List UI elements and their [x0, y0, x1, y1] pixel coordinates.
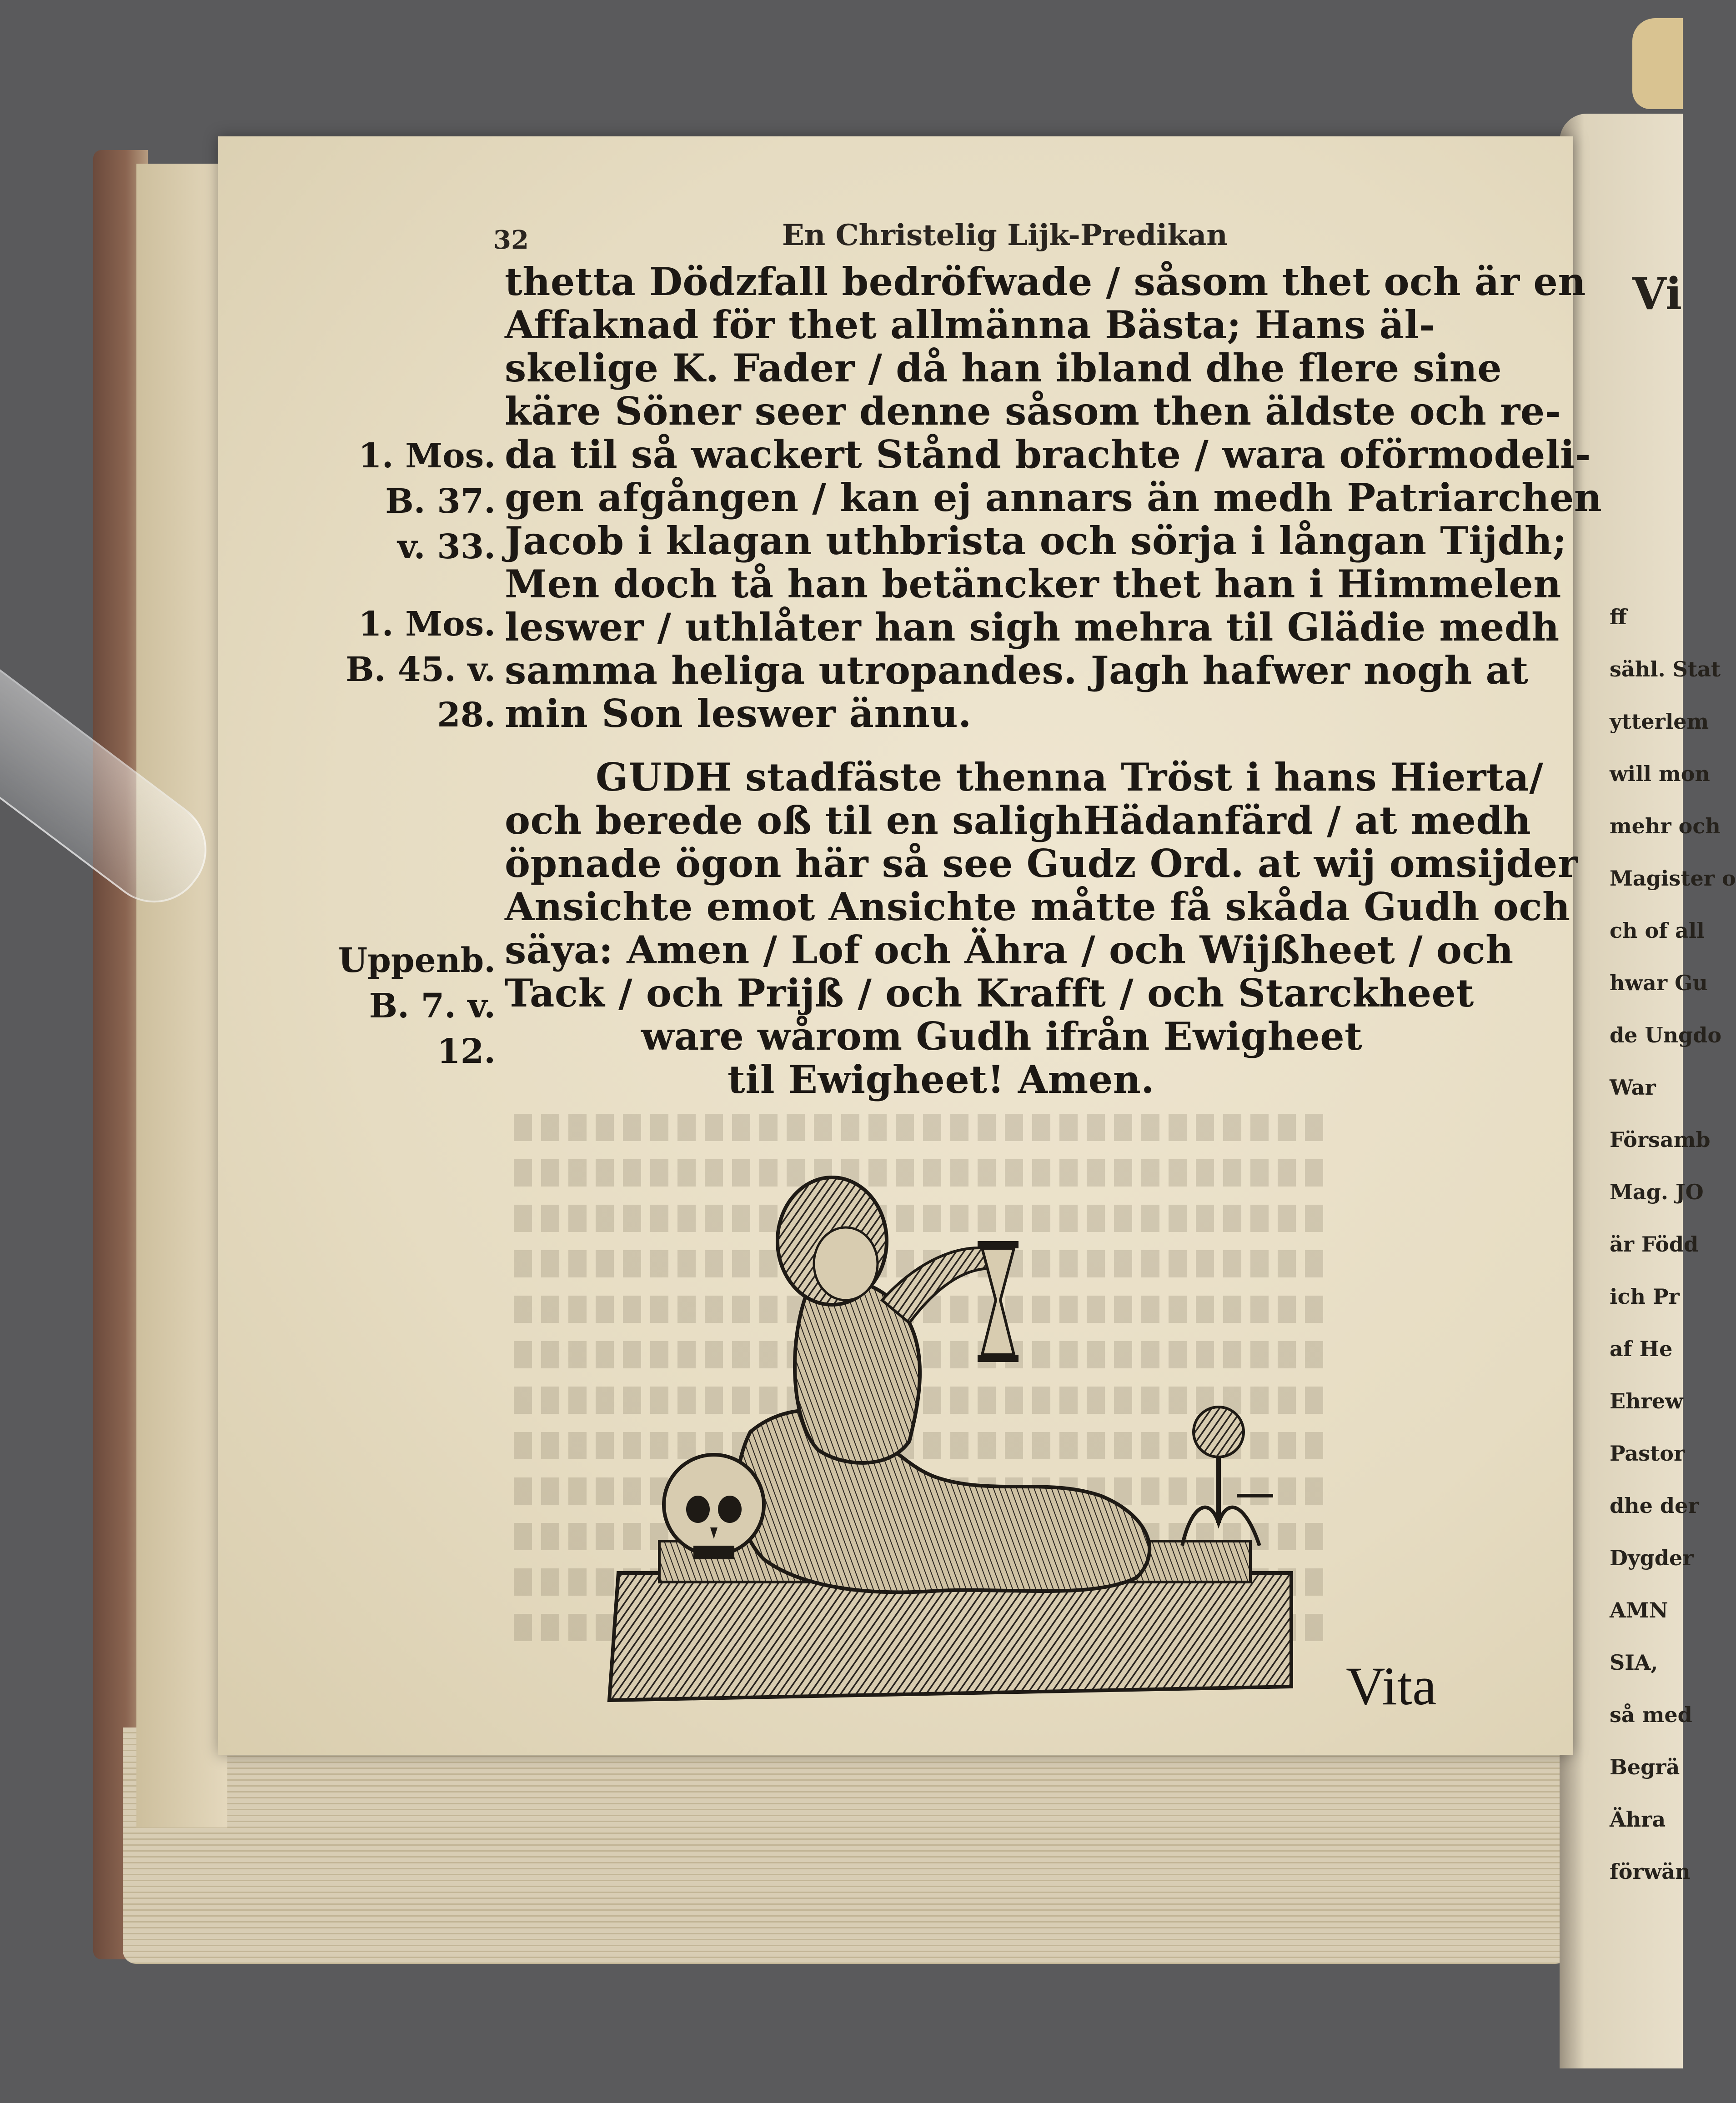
body-line: GUDH stadfäste thenna Tröst i hans Hierta/	[596, 755, 1544, 800]
bleed-line	[505, 1114, 1323, 1141]
woodcut-illustration	[591, 1150, 1310, 1709]
body-line: min Son leswer ännu.	[505, 691, 972, 736]
page-tab	[1632, 18, 1683, 109]
page-gutter	[136, 164, 227, 1828]
facing-page-line: ch of all	[1610, 918, 1705, 943]
facing-page-line: af He	[1610, 1337, 1673, 1361]
body-line: ware wårom Gudh ifrån Ewigheet	[641, 1014, 1363, 1059]
margin-reference: B. 7. v.	[369, 986, 496, 1026]
hourglass-icon	[978, 1241, 1019, 1362]
margin-reference: 28.	[437, 696, 496, 735]
margin-reference: 1. Mos.	[358, 605, 496, 644]
facing-page-line: ytterlem	[1610, 709, 1709, 734]
facing-page-line: de Ungdo	[1610, 1023, 1722, 1047]
facing-page-line: War	[1610, 1075, 1656, 1100]
facing-page-line: SIA,	[1610, 1650, 1658, 1675]
facing-page-line: ff	[1610, 605, 1627, 629]
facing-page-line: dhe der	[1610, 1493, 1699, 1518]
facing-page-line: förwän	[1610, 1859, 1691, 1884]
body-line: Tack / och Prijß / och Krafft / och Starckheet	[505, 971, 1474, 1016]
facing-page-line: så med	[1610, 1702, 1692, 1727]
margin-reference: B. 45. v.	[346, 650, 496, 689]
figure-face	[814, 1227, 878, 1300]
body-line: gen afgången / kan ej annars än medh Patriarchen	[505, 475, 1602, 520]
flower-icon	[1182, 1407, 1273, 1546]
body-line: Men doch tå han betäncker thet han i Himmelen	[505, 561, 1561, 606]
margin-reference: 12.	[437, 1032, 496, 1071]
facing-page-line: Begrä	[1610, 1755, 1680, 1779]
facing-page-heading: Vi	[1632, 268, 1682, 320]
facing-page-line: Ähra	[1610, 1807, 1666, 1832]
facing-page-line: Ehrew	[1610, 1389, 1683, 1413]
figure-arm	[882, 1248, 996, 1323]
facing-page-line: will mon	[1610, 761, 1710, 786]
margin-reference: Uppenb.	[338, 941, 496, 980]
margin-reference: 1. Mos.	[358, 436, 496, 476]
figure-body	[738, 1410, 1150, 1592]
body-line: skelige K. Fader / då han ibland dhe flere sine	[505, 345, 1502, 391]
page-number: 32	[493, 225, 529, 255]
body-line: Jacob i klagan uthbrista och sörja i långan Tijdh;	[505, 518, 1567, 563]
running-header: En Christelig Lijk-Predikan	[782, 218, 1228, 252]
facing-page-line: sähl. Stat	[1610, 657, 1721, 681]
facing-page-line: Magister o	[1610, 866, 1736, 891]
facing-page-line: hwar Gu	[1610, 971, 1708, 995]
facing-page-line: är Född	[1610, 1232, 1699, 1257]
margin-reference: B. 37.	[385, 482, 496, 521]
facing-page-line: Församb	[1610, 1127, 1711, 1152]
margin-reference: v. 33.	[397, 527, 496, 566]
body-line: samma heliga utropandes. Jagh hafwer nogh at	[505, 648, 1529, 693]
facing-page-line: Pastor	[1610, 1441, 1685, 1466]
body-line: thetta Dödzfall bedröfwade / såsom thet och är en	[505, 259, 1586, 304]
facing-page-line: Dygder	[1610, 1546, 1694, 1570]
facing-page-line: Mag. JO	[1610, 1180, 1704, 1204]
body-line: leswer / uthlåter han sigh mehra til Glädie medh	[505, 605, 1560, 650]
body-line: Ansichte emot Ansichte måtte få skåda Gudh och	[505, 884, 1570, 929]
facing-page-line: mehr och	[1610, 814, 1721, 838]
body-line: käre Söner seer denne såsom then äldste och re-	[505, 389, 1561, 434]
body-line: öpnade ögon här så see Gudz Ord. at wij omsijder	[505, 841, 1578, 886]
body-line: Affaknad för thet allmänna Bästa; Hans äl-	[505, 302, 1435, 347]
facing-page	[1560, 114, 1736, 2068]
body-line: och berede oß til en salighHädanfärd / at medh	[505, 798, 1531, 843]
facing-page-line: AMN	[1610, 1598, 1668, 1622]
body-line: til Ewigheet! Amen.	[728, 1057, 1155, 1102]
body-line: säya: Amen / Lof och Ähra / och Wijßheet / och	[505, 927, 1514, 972]
page-edges	[123, 1727, 1569, 1964]
catchword: Vita	[1346, 1656, 1437, 1716]
body-line: da til så wackert Stånd brachte / wara oförmodeli-	[505, 432, 1591, 477]
facing-page-line: ich Pr	[1610, 1284, 1680, 1309]
